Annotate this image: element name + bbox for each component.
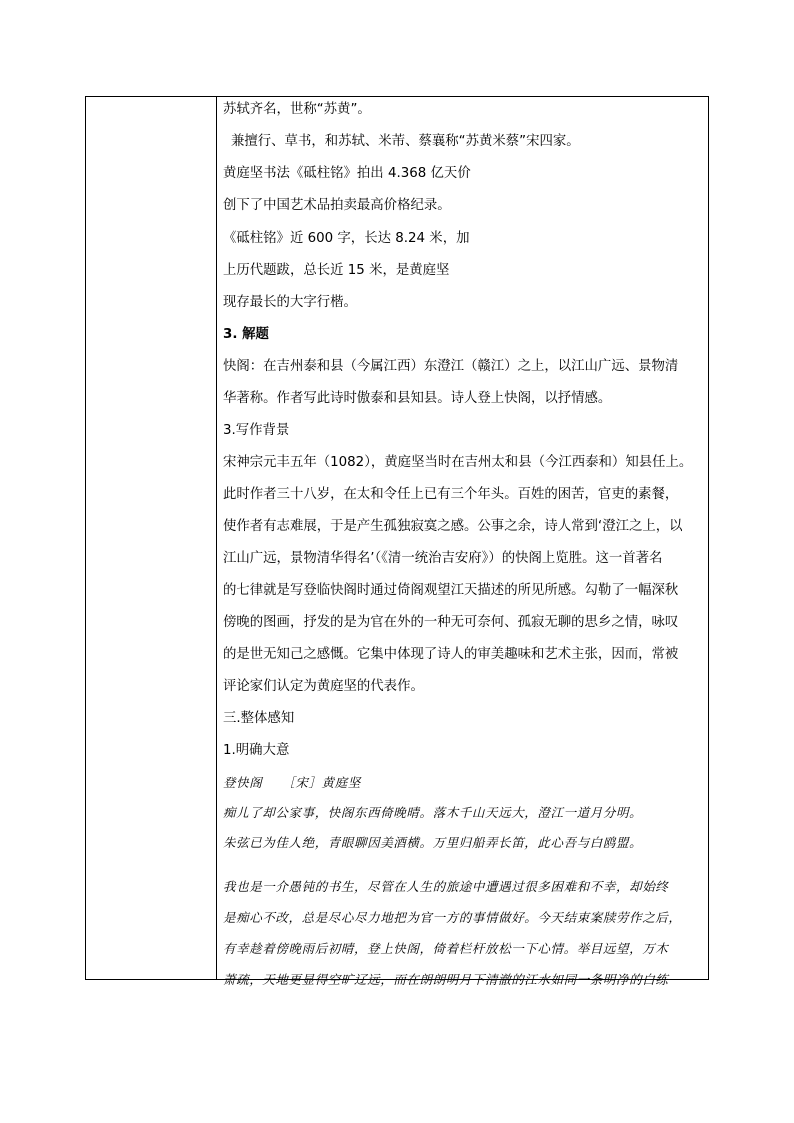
text-line: 华著称。作者写此诗时傲泰和县知县。诗人登上快阁，以抒情感。 — [223, 391, 612, 406]
text-line: 评论家们认定为黄庭坚的代表作。 — [223, 679, 424, 694]
poem-title: 登快阁 ［宋］黄庭坚 — [223, 775, 361, 790]
right-column-cell — [217, 97, 708, 987]
poem-line: 痴儿了却公家事，快阁东西倚晚晴。落木千山天远大，澄江一道月分明。 — [223, 805, 643, 820]
text-line: 现存最长的大字行楷。 — [223, 295, 357, 310]
translation-line: 是痴心不改，总是尽心尽力地把为官一方的事情做好。今天结束案牍劳作之后， — [223, 910, 682, 925]
poem-line: 朱弦已为佳人绝，青眼聊因美酒横。万里归船弄长笛，此心吾与白鸥盟。 — [223, 835, 643, 850]
text-line: 此时作者三十八岁，在太和令任上已有三个年头。百姓的困苦，官吏的素餐， — [223, 487, 679, 502]
text-line: 宋神宗元丰五年（1082），黄庭坚当时在吉州太和县（今江西泰和）知县任上。 — [223, 455, 693, 470]
translation-line: 有幸趁着傍晚雨后初晴，登上快阁，倚着栏杆放松一下心情。举目远望，万木 — [223, 941, 669, 956]
text-line: 快阁：在吉州泰和县（今属江西）东澄江（赣江）之上，以江山广远、景物清 — [223, 359, 679, 374]
text-line: 上历代题跋，总长近 15 米，是黄庭坚 — [223, 263, 450, 278]
text-line: 苏轼齐名，世称“苏黄”。 — [223, 102, 371, 117]
section-heading: 三.整体感知 — [223, 711, 295, 726]
section-heading: 1.明确大意 — [223, 743, 290, 758]
text-line: 黄庭坚书法《砥柱铭》拍出 4.368 亿天价 — [223, 166, 471, 181]
text-line: 傍晚的图画，抒发的是为官在外的一种无可奈何、孤寂无聊的思乡之情，咏叹 — [223, 615, 679, 630]
content-table — [85, 96, 709, 987]
section-heading: 3. 解题 — [223, 327, 269, 342]
text-line: 创下了中国艺术品拍卖最高价格纪录。 — [223, 198, 451, 213]
left-column-cell — [86, 97, 217, 979]
text-line: 兼擅行、草书，和苏轼、米芾、蔡襄称“苏黄米蔡”宋四家。 — [231, 134, 580, 149]
text-line: 的七律就是写登临快阁时通过倚阁观望江天描述的所见所感。勾勒了一幅深秋 — [223, 583, 679, 598]
text-line: 《砥柱铭》近 600 字，长达 8.24 米，加 — [223, 231, 470, 246]
translation-line: 我也是一介愚钝的书生，尽管在人生的旅途中遭遇过很多困难和不幸，却始终 — [223, 879, 669, 894]
text-line: 的是世无知己之感慨。它集中体现了诗人的审美趣味和艺术主张，因而，常被 — [223, 647, 679, 662]
translation-line: 萧疏，天地更显得空旷辽远，而在朗朗明月下清澈的江水如同一条明净的白练 — [223, 972, 669, 987]
text-line: 使作者有志难展，于是产生孤独寂寞之感。公事之余，诗人常到‘澄江之上，以 — [223, 519, 683, 534]
text-line: 江山广远，景物清华得名’（《清一统治吉安府》）的快阁上览胜。这一首著名 — [223, 551, 663, 566]
section-heading: 3.写作背景 — [223, 423, 290, 438]
